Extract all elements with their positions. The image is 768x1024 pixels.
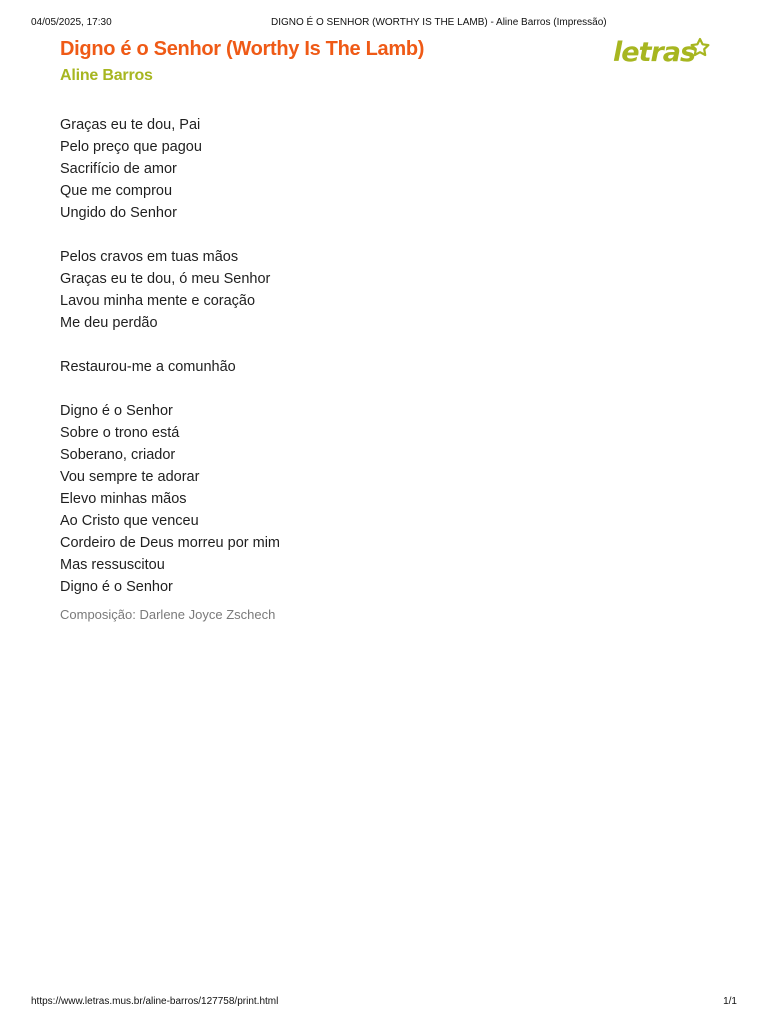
print-header [31, 17, 737, 31]
page-number: 1/1 [723, 996, 737, 1007]
letras-logo[interactable] [612, 34, 712, 68]
lyric-stanza [60, 246, 660, 334]
lyric-line: Vou sempre te adorar [60, 469, 200, 485]
lyrics [60, 114, 660, 620]
print-date: 04/05/2025, 17:30 [31, 17, 112, 28]
lyric-stanza [60, 114, 660, 224]
lyric-line: Graças eu te dou, Pai [60, 117, 201, 133]
lyric-line: Restaurou-me a comunhão [60, 359, 236, 375]
print-footer [31, 996, 737, 1010]
lyric-line: Cordeiro de Deus morreu por mim [60, 535, 280, 551]
lyric-line: Digno é o Senhor [60, 579, 173, 595]
lyric-stanza [60, 356, 660, 378]
composer-credit: Composição: Darlene Joyce Zschech [60, 607, 276, 622]
lyric-line: Mas ressuscitou [60, 557, 165, 573]
lyric-line: Graças eu te dou, ó meu Senhor [60, 271, 271, 287]
lyric-line: Que me comprou [60, 183, 173, 199]
lyric-line: Pelo preço que pagou [60, 139, 202, 155]
song-title: Digno é o Senhor (Worthy Is The Lamb) [60, 38, 425, 60]
lyric-line: Sobre o trono está [60, 425, 180, 441]
lyric-line: Ungido do Senhor [60, 205, 177, 221]
lyric-line: Sacrifício de amor [60, 161, 177, 177]
lyric-line: Soberano, criador [60, 447, 176, 463]
lyric-stanza [60, 400, 660, 598]
letras-logo-text: letras [613, 37, 696, 68]
print-url: https://www.letras.mus.br/aline-barros/127758/print.html [31, 996, 279, 1007]
lyric-line: Elevo minhas mãos [60, 491, 187, 507]
lyric-line: Ao Cristo que venceu [60, 513, 199, 529]
artist-name[interactable]: Aline Barros [60, 67, 153, 84]
lyric-line: Lavou minha mente e coração [60, 293, 256, 309]
lyric-line: Me deu perdão [60, 315, 158, 331]
print-page-title: DIGNO É O SENHOR (WORTHY IS THE LAMB) - Aline Barros (Impressão) [271, 17, 607, 28]
lyric-line: Digno é o Senhor [60, 403, 173, 419]
lyric-line: Pelos cravos em tuas mãos [60, 249, 239, 265]
